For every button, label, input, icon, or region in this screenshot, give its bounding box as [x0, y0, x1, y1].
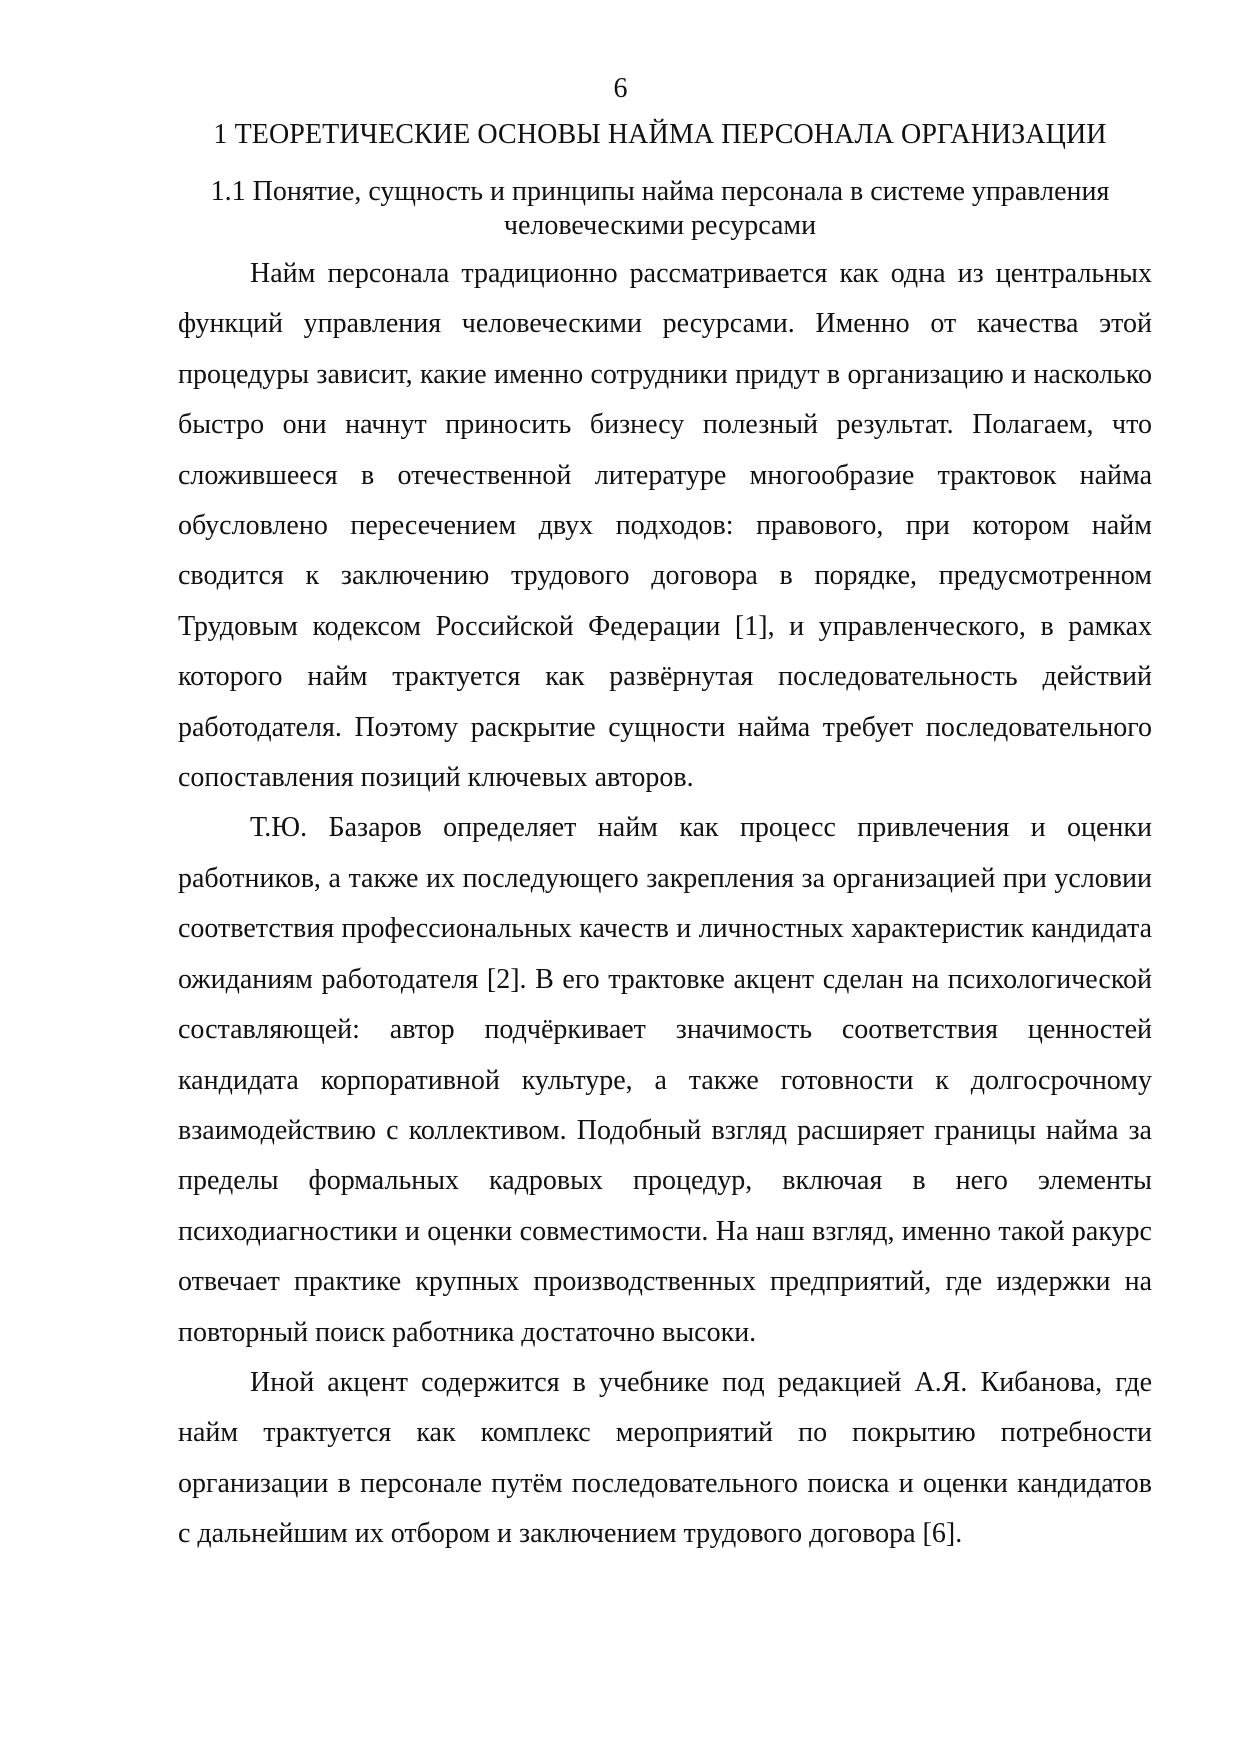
section-title: 1.1 Понятие, сущность и принципы найма персонала в системе управления человеческими ресурсами — [210, 176, 1110, 241]
body-paragraph-3: Иной акцент содержится в учебнике под редакцией А.Я. Кибанова, где найм трактуется как комплекс мероприятий по покрытию потребности организации в персонале путём последовательного поиска и оценки кандидатов с дальнейшим их отбором и заключением трудового договора [6]. — [178, 1366, 1152, 1550]
document-body — [178, 249, 1152, 1560]
body-paragraph-1: Найм персонала традиционно рассматривается как одна из центральных функций управления человеческими ресурсами. Именно от качества этой процедуры зависит, какие именно сотрудники придут в организацию и насколько быстро они начнут приносить бизнесу полезный результат. Полагаем, что сложившееся в отечественной литературе многообразие трактовок найма обусловлено пересечением двух подходов: правового, при котором найм сводится к заключению трудового договора в порядке, предусмотренном Трудовым кодексом Российской Федерации [1], и управленческого, в рамках которого найм трактуется как развёрнутая последовательность действий работодателя. Поэтому раскрытие сущности найма требует последовательного сопоставления позиций ключевых авторов. — [178, 258, 1152, 794]
chapter-title: 1 ТЕОРЕТИЧЕСКИЕ ОСНОВЫ НАЙМА ПЕРСОНАЛА ОРГАНИЗАЦИИ — [213, 119, 1107, 150]
page-number: 6 — [613, 73, 628, 104]
body-paragraph-2: Т.Ю. Базаров определяет найм как процесс привлечения и оценки работников, а также их последующего закрепления за организацией при условии соответствия профессиональных качеств и личностных характеристик кандидата ожиданиям работодателя [2]. В его трактовке акцент сделан на психологической составляющей: автор подчёркивает значимость соответствия ценностей кандидата корпоративной культуре, а также готовности к долгосрочному взаимодействию с коллективом. Подобный взгляд расширяет границы найма за пределы формальных кадровых процедур, включая в него элементы психодиагностики и оценки совместимости. На наш взгляд, именно такой ракурс отвечает практике крупных производственных предприятий, где издержки на повторный поиск работника достаточно высоки. — [178, 812, 1152, 1348]
